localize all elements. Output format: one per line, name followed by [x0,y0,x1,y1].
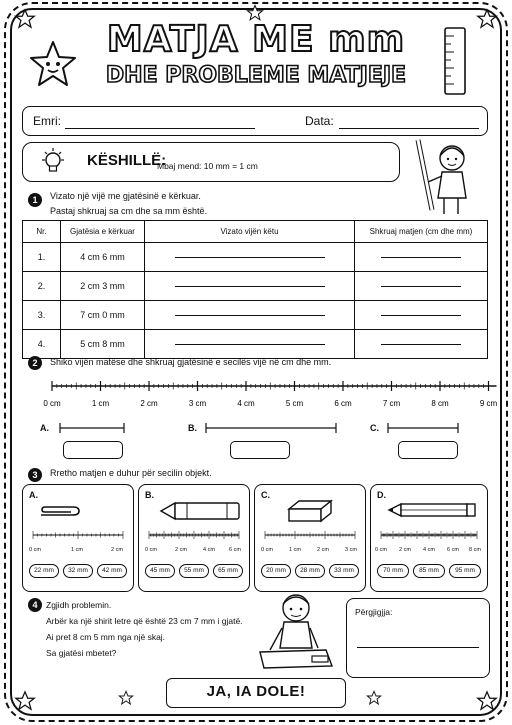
eraser-icon [285,497,335,525]
question-number-1: 1 [28,193,42,207]
ruler-tick-label: 1 cm [91,399,110,408]
table-row [23,272,488,301]
title-line-2: DHE PROBLEME MATJEJE [105,63,407,88]
card-label: C. [261,490,270,500]
measuring-ruler [40,376,498,412]
lightbulb-icon [39,147,67,177]
ruler-label: 0 cm [145,547,157,553]
ruler-icon [442,26,468,96]
option-pill[interactable]: 33 mm [329,564,359,578]
q4-text [46,597,243,661]
answer-box-c[interactable] [398,441,458,459]
segment-label-c: C. [370,423,379,433]
question-number-2: 2 [28,356,42,370]
star-icon [14,690,36,712]
q4-line-3: Sa gjatësi mbetet? [46,648,117,658]
mini-ruler [147,529,243,541]
ruler-label: 2 cm [175,547,187,553]
ruler-tick-label: 0 cm [43,399,61,408]
question-number-3: 3 [28,468,42,482]
star-icon [366,690,382,706]
segment-label-a: A. [40,423,49,433]
ruler-label: 8 cm [469,547,481,553]
ruler-label: 6 cm [229,547,241,553]
ruler-tick-label: 8 cm [431,399,449,408]
ruler-tick-label: 9 cm [479,399,498,408]
measure-card-b [138,484,250,592]
row-number: 1. [23,243,61,272]
q2-instructions: Shiko vijën matëse dhe shkruaj gjatësinë e secilës vijë në cm dhe mm. [50,357,332,367]
measure-card-c [254,484,366,592]
option-pill[interactable]: 22 mm [29,564,59,578]
star-icon [476,8,498,30]
pencil-icon [387,501,479,519]
measure-answer-field[interactable] [355,330,488,359]
ruler-label: 2 cm [399,547,411,553]
segment-label-b: B. [188,423,197,433]
row-number: 3. [23,301,61,330]
q1-instructions [50,189,207,219]
line-segment-a [58,422,128,434]
ruler-label: 1 cm [71,547,83,553]
card-label: B. [145,490,154,500]
row-number: 4. [23,330,61,359]
worksheet-title [80,20,432,90]
option-pill[interactable]: 32 mm [63,564,93,578]
star-icon [476,690,498,712]
table-row [23,243,488,272]
ruler-label: 2 cm [111,547,123,553]
ruler-label: 0 cm [375,547,387,553]
q1-line-1: Vizato një vijë me gjatësinë e kërkuar. [50,191,201,201]
header-length: Gjatësia e kërkuar [61,221,145,243]
header-nr: Nr. [23,221,61,243]
tip-text: Mbaj mend: 10 mm = 1 cm [157,161,258,171]
option-pill[interactable]: 95 mm [449,564,481,578]
measure-answer-field[interactable] [355,243,488,272]
option-pill[interactable]: 85 mm [413,564,445,578]
ruler-label: 1 cm [289,547,301,553]
answer-label: Përgjigjja: [355,607,393,617]
header-measure: Shkruaj matjen (cm dhe mm) [355,221,488,243]
measure-answer-field[interactable] [355,272,488,301]
name-label: Emri: [33,114,61,128]
option-pill[interactable]: 45 mm [145,564,175,578]
required-length: 5 cm 8 mm [61,330,145,359]
required-length: 7 cm 0 mm [61,301,145,330]
ruler-label: 6 cm [447,547,459,553]
mini-ruler [263,529,359,541]
drawing-table [22,220,488,359]
answer-line[interactable] [357,647,479,648]
star-icon [14,8,36,30]
ruler-label: 0 cm [261,547,273,553]
measure-card-d [370,484,488,592]
answer-box-b[interactable] [230,441,290,459]
paper-clip-icon [37,503,83,521]
date-label: Data: [305,114,334,128]
ruler-label: 0 cm [29,547,41,553]
draw-line-area[interactable] [145,272,355,301]
name-date-row [22,106,488,136]
row-number: 2. [23,272,61,301]
ruler-label: 4 cm [203,547,215,553]
option-pill[interactable]: 55 mm [179,564,209,578]
ruler-tick-label: 5 cm [285,399,304,408]
q4-line-2: Ai pret 8 cm 5 mm nga një skaj. [46,632,166,642]
smiling-star-icon [28,40,78,88]
star-icon [118,690,134,706]
line-segment-b [204,422,340,434]
q3-instructions: Rretho matjen e duhur për secilin objekt. [50,468,212,478]
q1-line-2: Pastaj shkruaj sa cm dhe sa mm është. [50,206,208,216]
title-line-1: MATJA ME mm [106,19,406,60]
date-field[interactable] [339,128,479,129]
ruler-tick-label: 6 cm [334,399,352,408]
tip-box [22,142,400,182]
draw-line-area[interactable] [145,243,355,272]
draw-line-area[interactable] [145,301,355,330]
option-pill[interactable]: 42 mm [97,564,127,578]
option-pill[interactable]: 28 mm [295,564,325,578]
line-segment-c [386,422,462,434]
question-number-4: 4 [28,598,42,612]
header-draw: Vizato vijën këtu [145,221,355,243]
required-length: 4 cm 6 mm [61,243,145,272]
answer-box-a[interactable] [63,441,123,459]
card-label: D. [377,490,386,500]
ruler-label: 3 cm [345,547,357,553]
ruler-label: 4 cm [423,547,435,553]
option-pill[interactable]: 65 mm [213,564,243,578]
measure-answer-field[interactable] [355,301,488,330]
q4-title: Zgjidh problemin. [46,600,112,610]
required-length: 2 cm 3 mm [61,272,145,301]
ruler-tick-label: 7 cm [382,399,401,408]
boy-cutting-paper-illustration [256,590,340,674]
measure-card-a [22,484,134,592]
ruler-tick-label: 2 cm [140,399,158,408]
completion-banner: JA, IA DOLE! [166,678,346,708]
ruler-label: 2 cm [317,547,329,553]
q4-line-1: Arbër ka një shirit letre që është 23 cm 7 mm i gjatë. [46,616,243,626]
ruler-tick-label: 3 cm [188,399,207,408]
option-pill[interactable]: 20 mm [261,564,291,578]
table-row [23,301,488,330]
option-pill[interactable]: 70 mm [377,564,409,578]
answer-box[interactable] [346,598,490,678]
mini-ruler [31,529,127,541]
crayon-icon [159,499,243,523]
name-field[interactable] [65,128,255,129]
mini-ruler [379,529,481,541]
ruler-tick-label: 4 cm [237,399,255,408]
tip-title: KËSHILLË: [87,152,167,169]
girl-with-pencil-illustration [410,136,480,220]
card-label: A. [29,490,38,500]
